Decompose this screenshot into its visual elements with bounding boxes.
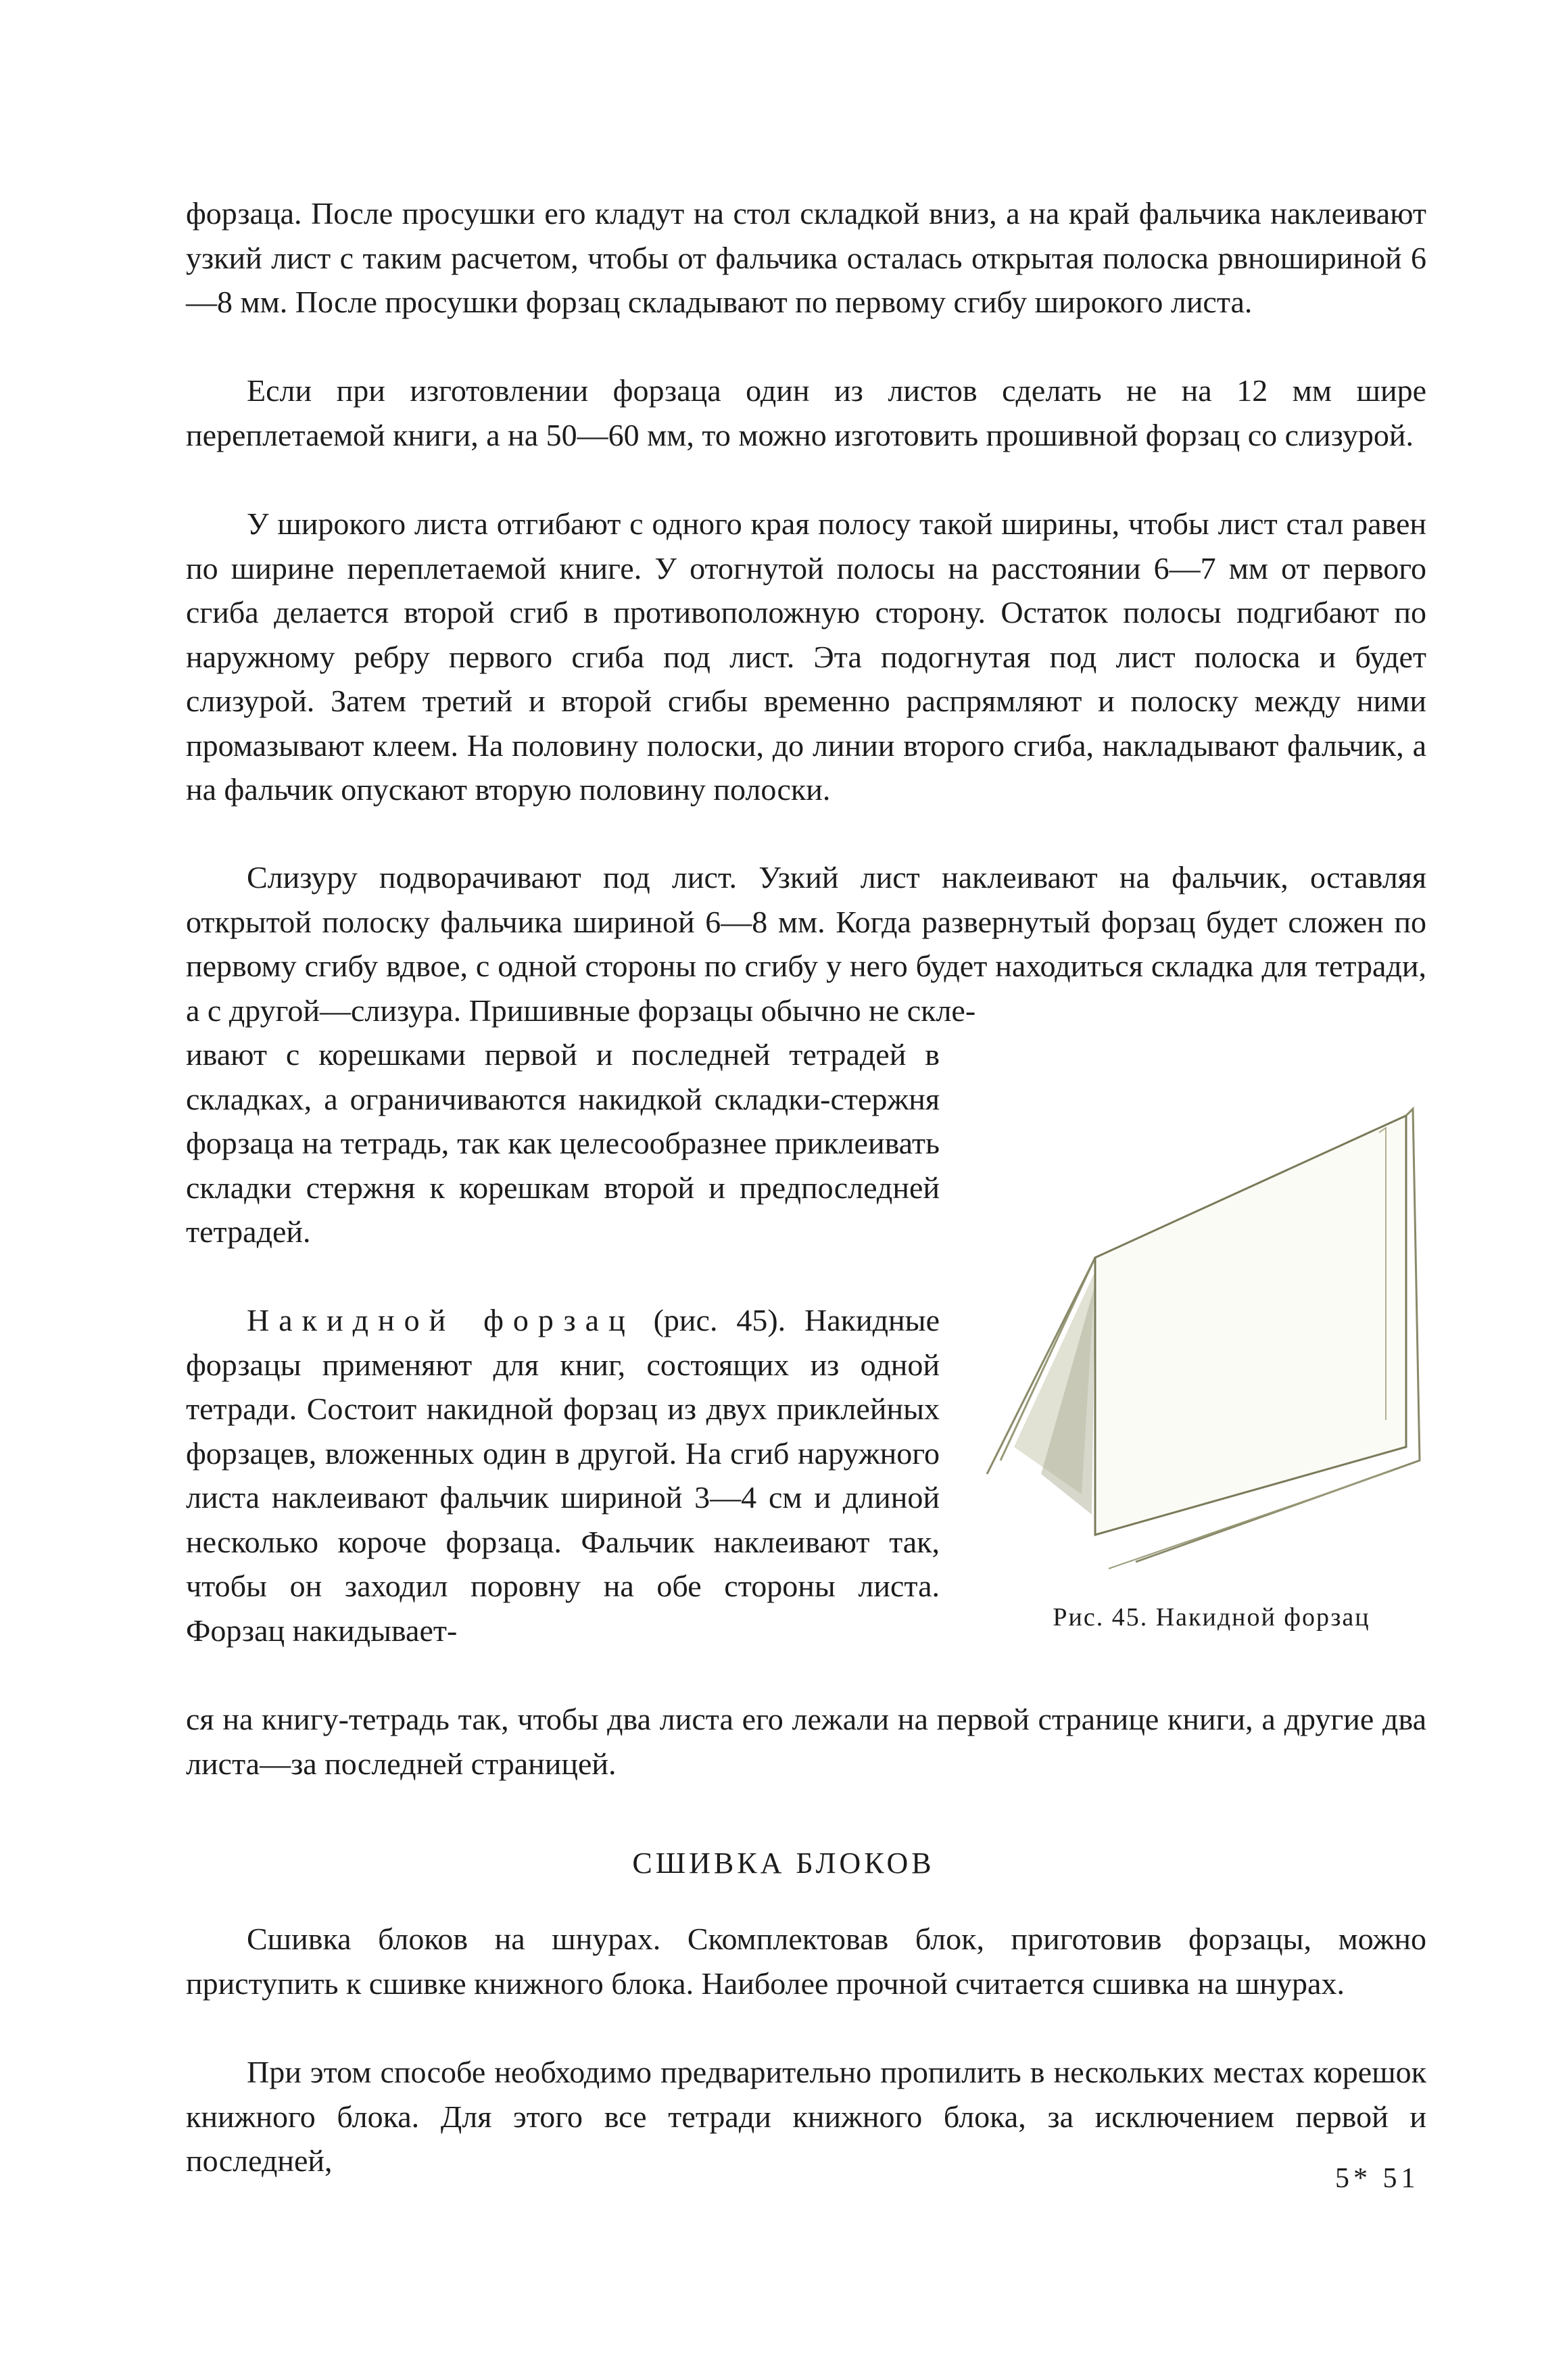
- paragraph-5-text: (рис. 45). Накидные форзацы применяют для книг, состоящих из одной тетради. Состоит накидной форзац из двух приклейных форзацев, вложенных один в другой. На сгиб наружного листа наклеивают фальчик шириной 3—4 см и длиной несколько короче форзаца. Фальчик наклеивают так, чтобы он заходил поровну на обе стороны листа. Форзац накидывает-: [186, 1303, 940, 1648]
- section-heading: СШИВКА БЛОКОВ: [632, 1847, 935, 1880]
- paragraph-3: У широкого листа отгибают с одного края полосу такой ширины, чтобы лист стал равен по ширине переплетаемой книге. У отогнутой полосы на расстоянии 6—7 мм от первого сгиба делается второй сгиб в противоположную сторону. Остаток полосы подгибают по наружному ребру первого сгиба под лист. Эта подогнутая под лист полоска и будет слизурой. Затем третий и второй сгибы временно распрямляют и полоску между ними промазывают клеем. На половину полоски, до линии второго сгиба, накладывают фальчик, а на фальчик опускают вторую половину полоски.: [186, 506, 1426, 807]
- figure-45-illustration: [973, 1095, 1447, 1596]
- paragraph-6: Сшивка блоков на шнурах. Скомплектовав блок, приготовив форзацы, можно приступить к сшивке книжного блока. Наиболее прочной считается сшивка на шнурах.: [186, 1922, 1426, 2001]
- paragraph-7: При этом способе необходимо предварительно пропилить в нескольких местах корешок книжного блока. Для этого все тетради книжного блока, за исключением первой и последней,: [186, 2055, 1426, 2178]
- paragraph-4-full: Слизуру подворачивают под лист. Узкий лист наклеивают на фальчик, оставляя открытой полоску фальчика шириной 6—8 мм. Когда развернутый форзац будет сложен по первому сгибу вдвое, с одной стороны по сгибу у него будет находиться складка для тетради, а с другой—слизура. Пришивные форзацы обычно не скле-: [186, 860, 1426, 1028]
- paragraph-2: Если при изготовлении форзаца один из листов сделать не на 12 мм шире переплетаемой книги, а на 50—60 мм, то можно изготовить прошивной форзац со слизурой.: [186, 373, 1426, 452]
- paragraph-5-narrow: [186, 1298, 940, 1652]
- figure-45-caption: Рис. 45. Накидной форзац: [1053, 1603, 1370, 1632]
- page-number: 5* 51: [1335, 2163, 1420, 2194]
- paragraph-1: форзаца. После просушки его кладут на стол складкой вниз, а на край фальчика наклеивают узкий лист с таким расчетом, чтобы от фальчика осталась открытая полоска рвношириной 6—8 мм. После просушки форзац складывают по первому сгибу широкого листа.: [186, 196, 1426, 319]
- paragraph-4-narrow: ивают с корешками первой и последней тетрадей в складках, а ограничиваются накидкой складки-стержня форзаца на тетрадь, так как целесообразнее приклеивать складки стержня к корешкам второй и предпоследней тетрадей.: [186, 1037, 940, 1249]
- paragraph-5-full: ся на книгу-тетрадь так, чтобы два листа его лежали на первой странице книги, а другие два листа—за последней страницей.: [186, 1702, 1426, 1781]
- term-nakidnoy-forzac: Накидной форзац: [247, 1303, 635, 1337]
